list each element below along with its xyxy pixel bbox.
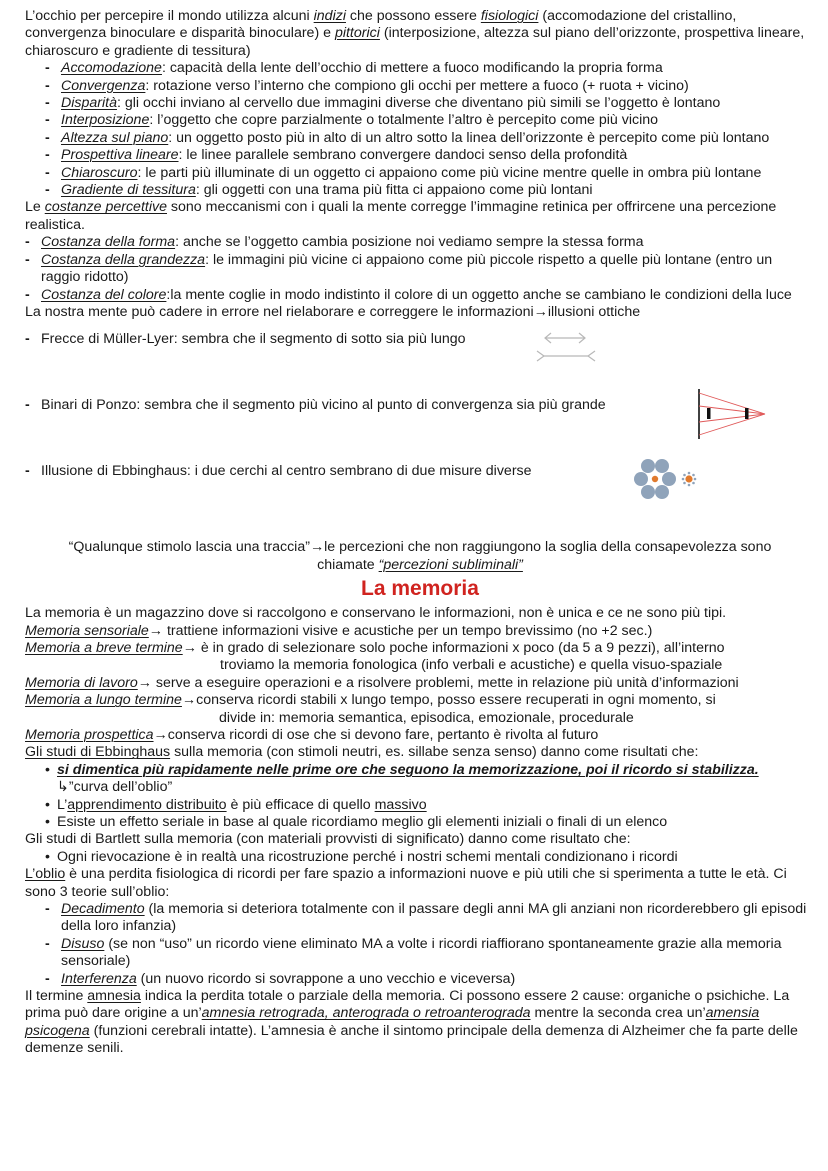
list-item: • Ogni rievocazione è in realtà una ricostruzione perché i nostri schemi mentali condizionano i ricordi — [25, 849, 815, 866]
term-costanze-percettive: costanze percettive — [44, 199, 167, 216]
memory-type — [25, 623, 815, 640]
desc: è in grado di selezionare solo poche informazioni x poco (da 5 a 9 pezzi), all’interno — [200, 639, 725, 656]
text: L’ — [57, 796, 68, 813]
text: Le — [25, 199, 45, 216]
term: Costanza del colore — [41, 286, 167, 303]
term: Memoria sensoriale — [25, 622, 149, 639]
list-item — [25, 762, 815, 779]
desc: : un oggetto posto più in alto di un altro sotto la linea dell’orizzonte è percepito come più lontano — [168, 129, 770, 146]
text: è più efficace di quello — [226, 796, 375, 813]
desc: : anche se l’oggetto cambia posizione noi vediamo sempre la stessa forma — [175, 234, 644, 251]
list-item — [25, 252, 815, 287]
text: (interposizione, altezza sul piano dell’orizzonte, prospettiva lineare, chiaroscuro e gradiente di tessitura) — [25, 25, 805, 59]
oblio-theories-list — [25, 901, 815, 988]
ebbinghaus-figure — [632, 457, 712, 507]
text: (accomodazione del cristallino, convergenza binoculare e disparità binoculare) e — [25, 8, 737, 42]
term-pittorici: pittorici — [334, 25, 380, 42]
term: apprendimento distribuito — [67, 796, 227, 813]
desc: (se non “uso” un ricordo viene eliminato MA a volte i ricordi riaffiorano spontaneamente grazie alla memoria sensoriale) — [61, 935, 782, 970]
term-amnesia-types: amnesia retrograda, anterograda o retroanterograda — [201, 1005, 531, 1022]
muller-lyer-figure — [530, 329, 630, 365]
text: (funzioni cerebrali intatte). L’amnesia è anche il sintomo principale della demenza di Alzheimer che fa parte delle demenze senili. — [25, 1022, 798, 1057]
desc: conserva ricordi stabili x lungo tempo, posso essere recuperati in ogni momento, si — [196, 692, 716, 709]
term: Memoria di lavoro — [25, 674, 138, 691]
term: Convergenza — [61, 77, 146, 94]
memory-type — [25, 675, 815, 692]
list-item — [25, 78, 815, 95]
term: Disparità — [61, 95, 117, 112]
text: che possono essere — [345, 8, 481, 24]
intro-paragraph — [25, 8, 815, 60]
term: Costanza della forma — [41, 234, 176, 251]
term: Memoria a breve termine — [25, 639, 183, 656]
term: Gradiente di tessitura — [61, 182, 196, 199]
amnesia-paragraph — [25, 988, 815, 1058]
term-fisiologici: fisiologici — [480, 8, 539, 24]
subliminal-line1: “Qualunque stimolo lascia una traccia”→le percezioni che non raggiungono la soglia della consapevolezza sono — [68, 539, 772, 556]
term: Chiaroscuro — [61, 164, 138, 181]
illusion-text: - Binari di Ponzo: sembra che il segmento più vicino al punto di convergenza sia più grande — [25, 397, 606, 414]
list-item — [25, 95, 815, 112]
desc: conserva ricordi di ose che si devono fare, pertanto è rivolta al futuro — [167, 726, 599, 743]
arrow-icon: → — [153, 726, 168, 743]
memory-type-cont: troviamo la memoria fonologica (info verbali e acustiche) e quella visuo-spaziale — [220, 657, 723, 674]
text: L’occhio per percepire il mondo utilizza alcuni — [25, 8, 314, 24]
document-page — [25, 8, 815, 1058]
desc: serve a eseguire operazioni e a risolvere problemi, mette in relazione più unità d’informazioni — [155, 674, 739, 691]
term: Memoria prospettica — [25, 726, 154, 743]
desc: : rotazione verso l’interno che compiono gli occhi per mettere a fuoco (+ ruota + vicino) — [145, 77, 689, 94]
text: Il termine — [25, 988, 88, 1005]
forgetting-rule: si dimentica più rapidamente nelle prime ore che seguono la memorizzazione, poi il ricordo si stabilizza. — [57, 761, 759, 778]
depth-cues-list — [25, 60, 815, 199]
memory-type — [25, 640, 815, 657]
term: Memoria a lungo termine — [25, 692, 182, 709]
constancy-list — [25, 234, 815, 304]
list-item — [25, 234, 815, 251]
text: indica la perdita totale o parziale della memoria. Ci possono essere 2 cause: organiche o psichiche. La prima può dare origine a un’ — [25, 988, 790, 1022]
list-item — [25, 971, 815, 988]
term-amnesia: amnesia — [87, 988, 141, 1005]
desc: : le linee parallele sembrano convergere dandoci senso della profondità — [178, 147, 628, 164]
illusions-lead: La nostra mente può cadere in errore nel rielaborare e correggere le informazioni→illusioni ottiche — [25, 303, 641, 320]
list-item — [25, 182, 815, 199]
desc: :la mente coglie in modo indistinto il colore di un oggetto anche se cambiano le condizioni della luce — [166, 286, 792, 303]
list-item — [25, 147, 815, 164]
arrow-icon: → — [182, 639, 201, 656]
term: Decadimento — [61, 901, 145, 918]
term: Accomodazione — [61, 60, 162, 77]
illusion-ponzo — [25, 397, 815, 463]
term: Interposizione — [61, 112, 150, 129]
ponzo-figure — [695, 387, 775, 443]
desc: : gli occhi inviano al cervello due immagini diverse che diventano più simili se l’oggetto è lontano — [116, 95, 721, 112]
ebbinghaus-lead — [25, 744, 815, 761]
desc: : capacità della lente dell’occhio di mettere a fuoco modificando la propria forma — [161, 60, 663, 77]
memory-type-cont: divide in: memoria semantica, episodica, emozionale, procedurale — [219, 709, 634, 726]
text: sulla memoria (con stimoli neutri, es. sillabe senza senso) danno come risultati che: — [170, 744, 699, 761]
arrow-icon: → — [181, 692, 197, 709]
bartlett-lead: Gli studi di Bartlett sulla memoria (con materiali provvisti di significato) danno come risultato che: — [25, 831, 631, 848]
term: Disuso — [61, 935, 105, 952]
desc: (un nuovo ricordo si sovrappone a uno vecchio e viceversa) — [136, 970, 516, 987]
list-item — [25, 112, 815, 129]
ebbinghaus-list — [25, 762, 815, 779]
text: è una perdita fisiologica di ricordi per fare spazio a informazioni nuove e più utili che si sperimenta a tutte le età. Ci sono 3 teorie sull’oblio: — [25, 866, 787, 900]
text: mentre la seconda crea un’ — [530, 1005, 706, 1022]
text: chiamate — [317, 556, 379, 573]
desc: : gli oggetti con una trama più fitta ci appaiono come più lontani — [195, 182, 593, 199]
term: Costanza della grandezza — [41, 251, 206, 268]
desc: : le parti più illuminate di un oggetto ci appaiono come più vicine mentre quelle in ombra più lontane — [137, 164, 762, 181]
term-percezioni-subliminali: “percezioni subliminali” — [378, 556, 523, 573]
desc: (la memoria si deteriora totalmente con il passare degli anni MA gli anziani non ricorderebbero gli episodi della loro infanzia) — [61, 901, 807, 935]
constancy-lead — [25, 199, 815, 234]
bartlett-list — [25, 849, 815, 866]
term-ebbinghaus: Gli studi di Ebbinghaus — [25, 744, 171, 761]
term: Interferenza — [61, 970, 137, 987]
term-amnesia-psicogena: amensia psicogena — [25, 1005, 760, 1039]
desc: : l’oggetto che copre parzialmente o totalmente l’altro è percepito come più vicino — [149, 112, 659, 129]
term-indizi: indizi — [313, 8, 346, 24]
desc: : le immagini più vicine ci appaiono come più piccole rispetto a quelle più lontane (entro un raggio ridotto) — [41, 251, 773, 286]
curva-oblio: ↳”curva dell’oblio” — [57, 779, 173, 796]
memory-type — [25, 692, 815, 709]
term: Altezza sul piano — [61, 129, 169, 146]
list-item — [25, 130, 815, 147]
list-item — [25, 936, 815, 971]
list-item — [25, 60, 815, 77]
subliminal-line2 — [25, 557, 815, 574]
list-item: • Esiste un effetto seriale in base al quale ricordiamo meglio gli elementi iniziali o finali di un elenco — [25, 814, 815, 831]
arrow-icon: → — [148, 622, 167, 639]
illusion-text: - Frecce di Müller-Lyer: sembra che il segmento di sotto sia più lungo — [25, 331, 466, 348]
memory-type — [25, 727, 815, 744]
list-item — [25, 797, 815, 814]
illusion-ebbinghaus — [25, 463, 815, 529]
term: Prospettiva lineare — [61, 147, 179, 164]
text: sono meccanismi con i quali la mente corregge l’immagine retinica per offrircene una percezione realistica. — [25, 199, 777, 233]
memory-intro: La memoria è un magazzino dove si raccolgono e conservano le informazioni, non è unica e ce ne sono più tipi. — [25, 605, 727, 622]
ebbinghaus-list-2 — [25, 797, 815, 832]
term-oblio: L’oblio — [25, 866, 66, 883]
illusion-text: - Illusione di Ebbinghaus: i due cerchi al centro sembrano di due misure diverse — [25, 463, 532, 480]
desc: trattiene informazioni visive e acustiche per un tempo brevissimo (no +2 sec.) — [166, 622, 653, 639]
oblio-paragraph — [25, 866, 815, 901]
section-title-memoria: La memoria — [361, 577, 479, 601]
term: massivo — [374, 796, 427, 813]
list-item — [25, 901, 815, 936]
list-item — [25, 287, 815, 304]
arrow-icon: → — [137, 674, 156, 691]
list-item — [25, 165, 815, 182]
